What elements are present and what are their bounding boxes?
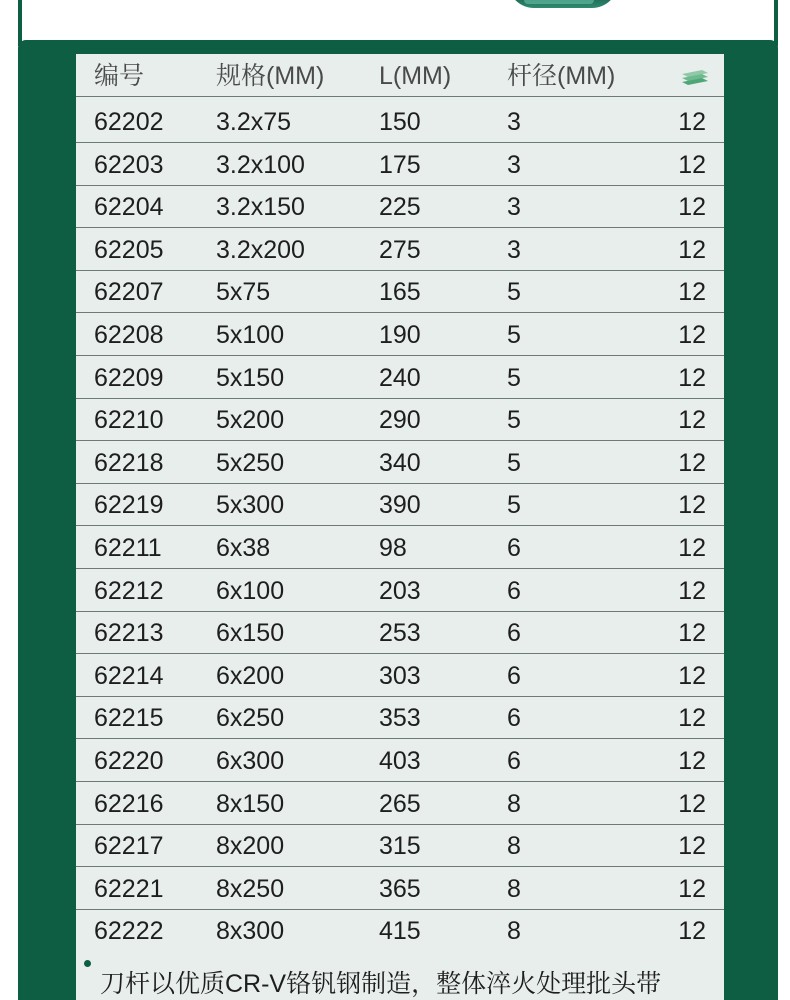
cell-spec: 5x100: [216, 321, 285, 349]
table-row: [76, 526, 724, 569]
cell-code: 62213: [94, 619, 164, 648]
cell-length: 390: [379, 491, 421, 520]
cell-code: 62214: [94, 661, 164, 690]
cell-spec: 5x300: [216, 491, 285, 520]
cell-spec: 5x150: [216, 363, 285, 392]
table-row: [76, 696, 724, 739]
cell-code: 62209: [94, 363, 164, 392]
cell-diameter: 6: [507, 619, 521, 648]
cell-length: 98: [379, 534, 407, 562]
cell-quantity: 12: [678, 321, 706, 349]
cell-diameter: 6: [507, 704, 521, 733]
cell-length: 203: [379, 576, 421, 605]
cell-quantity: 12: [678, 704, 706, 733]
cell-spec: 3.2x150: [216, 193, 305, 222]
table-row: [76, 867, 724, 910]
cell-spec: 6x200: [216, 661, 285, 690]
cell-diameter: 8: [507, 789, 521, 818]
cell-code: 62221: [94, 874, 164, 903]
cell-quantity: 12: [678, 448, 706, 477]
cell-code: 62205: [94, 235, 164, 264]
cell-quantity: 12: [678, 917, 706, 946]
cell-length: 315: [379, 832, 421, 861]
table-row: [76, 739, 724, 782]
cell-code: 62219: [94, 491, 164, 520]
cell-code: 62222: [94, 917, 164, 946]
stack-icon: [680, 68, 710, 86]
cell-spec: 8x250: [216, 874, 285, 903]
cell-length: 150: [379, 108, 421, 136]
table-row: [76, 185, 724, 228]
cell-quantity: 12: [678, 278, 706, 307]
cell-quantity: 12: [678, 832, 706, 861]
cell-length: 403: [379, 747, 421, 775]
cell-quantity: 12: [678, 789, 706, 818]
cell-diameter: 6: [507, 576, 521, 605]
table-row: [76, 100, 724, 143]
cell-quantity: 12: [678, 150, 706, 179]
cell-code: 62215: [94, 704, 164, 733]
cell-diameter: 5: [507, 278, 521, 307]
cell-diameter: 6: [507, 747, 521, 775]
cell-length: 240: [379, 363, 421, 392]
cell-quantity: 12: [678, 534, 706, 562]
cell-diameter: 5: [507, 321, 521, 349]
cell-diameter: 3: [507, 108, 521, 136]
table-row: [76, 569, 724, 612]
cell-diameter: 6: [507, 534, 521, 562]
table-row: [76, 143, 724, 186]
cell-code: 62211: [94, 534, 162, 562]
cell-spec: 6x250: [216, 704, 285, 733]
cell-code: 62208: [94, 321, 164, 349]
header-code: 编号: [94, 62, 145, 90]
cell-code: 62207: [94, 278, 164, 307]
cell-spec: 6x100: [216, 576, 285, 605]
cell-quantity: 12: [678, 747, 706, 775]
cell-diameter: 5: [507, 491, 521, 520]
cell-length: 265: [379, 789, 421, 818]
cell-diameter: 5: [507, 363, 521, 392]
screwdriver-handle-highlight: [524, 0, 594, 4]
cell-diameter: 5: [507, 406, 521, 435]
cell-length: 353: [379, 704, 421, 733]
cell-length: 190: [379, 321, 421, 349]
table-row: [76, 611, 724, 654]
table-row: [76, 313, 724, 356]
cell-code: 62204: [94, 193, 164, 222]
bullet-icon: [84, 960, 91, 967]
cell-length: 340: [379, 448, 421, 477]
header-spec: 规格(MM): [216, 62, 325, 90]
cell-spec: 6x300: [216, 747, 285, 775]
cell-quantity: 12: [678, 661, 706, 690]
cell-diameter: 5: [507, 448, 521, 477]
cell-diameter: 3: [507, 193, 521, 222]
cell-quantity: 12: [678, 874, 706, 903]
header-length: L(MM): [379, 62, 452, 90]
cell-quantity: 12: [678, 235, 706, 264]
cell-length: 303: [379, 661, 421, 690]
cell-length: 365: [379, 874, 421, 903]
cell-diameter: 8: [507, 832, 521, 861]
cell-code: 62218: [94, 448, 164, 477]
panel-border-left: [18, 0, 22, 46]
cell-length: 415: [379, 917, 421, 946]
cell-quantity: 12: [678, 619, 706, 648]
cell-length: 225: [379, 193, 421, 222]
cell-spec: 3.2x200: [216, 235, 305, 264]
cell-code: 62212: [94, 576, 164, 605]
cell-diameter: 8: [507, 917, 521, 946]
cell-length: 165: [379, 278, 421, 307]
cell-spec: 6x150: [216, 619, 285, 648]
cell-code: 62210: [94, 406, 164, 435]
note-area: [76, 946, 724, 1000]
table-row: [76, 441, 724, 484]
table-row: [76, 398, 724, 441]
cell-code: 62217: [94, 832, 164, 861]
cell-quantity: 12: [678, 491, 706, 520]
cell-spec: 5x75: [216, 278, 271, 307]
table-row: [76, 228, 724, 271]
header-diameter: 杆径(MM): [507, 62, 616, 90]
cell-quantity: 12: [678, 363, 706, 392]
cell-spec: 8x150: [216, 789, 285, 818]
cell-spec: 5x200: [216, 406, 285, 435]
cell-length: 290: [379, 406, 421, 435]
cell-diameter: 3: [507, 150, 521, 179]
cell-length: 275: [379, 235, 421, 264]
cell-code: 62220: [94, 747, 164, 775]
cell-quantity: 12: [678, 576, 706, 605]
spec-table: [76, 54, 724, 946]
note-text: 刀杆以优质CR-V铬钒钢制造，整体淬火处理批头带: [100, 970, 662, 998]
cell-quantity: 12: [678, 193, 706, 222]
cell-diameter: 8: [507, 874, 521, 903]
cell-spec: 5x250: [216, 448, 285, 477]
panel-border-right: [774, 0, 778, 46]
table-row: [76, 654, 724, 697]
cell-spec: 8x300: [216, 917, 285, 946]
table-row: [76, 356, 724, 399]
cell-code: 62216: [94, 789, 164, 818]
table-row: [76, 824, 724, 867]
table-row: [76, 483, 724, 526]
table-row: [76, 782, 724, 825]
cell-length: 253: [379, 619, 421, 648]
cell-quantity: 12: [678, 108, 706, 136]
cell-quantity: 12: [678, 406, 706, 435]
cell-length: 175: [379, 150, 421, 179]
cell-spec: 8x200: [216, 832, 285, 861]
cell-spec: 3.2x100: [216, 150, 305, 179]
cell-code: 62202: [94, 108, 164, 136]
cell-diameter: 3: [507, 235, 521, 264]
cell-code: 62203: [94, 150, 164, 179]
cell-spec: 6x38: [216, 534, 271, 562]
cell-diameter: 6: [507, 661, 521, 690]
table-row: [76, 270, 724, 313]
cell-spec: 3.2x75: [216, 108, 292, 136]
table-header-row: [76, 54, 724, 97]
